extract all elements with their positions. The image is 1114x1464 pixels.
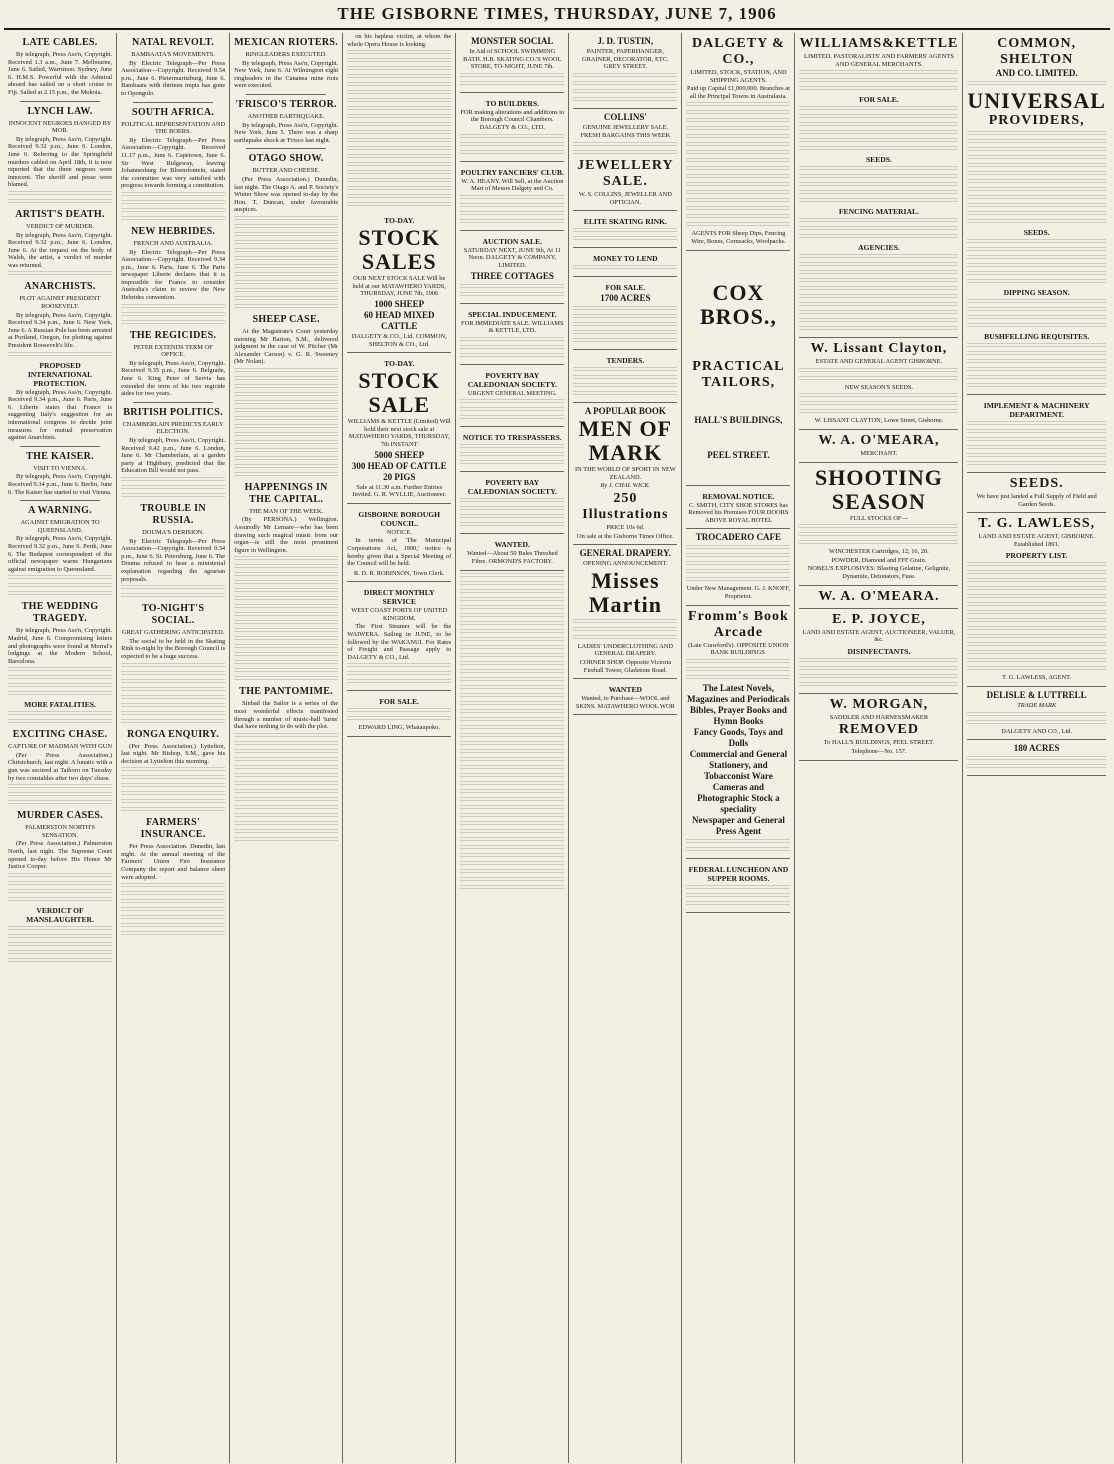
ad-text: W. LISSANT CLAYTON, Lowe Street, Gisborne. — [814, 417, 944, 425]
subheading: PETER EXTENDS TERM OF OFFICE. — [133, 343, 213, 359]
ad-text: In Aid of SCHOOL SWIMMING BATH. H.B. SKATING CO.'S WOOL STORE, TO-NIGHT, JUNE 7th. — [463, 48, 562, 71]
ad-item: 180 ACRES — [1013, 743, 1060, 754]
ad-text: (Late Crawford's). OPPOSITE UNION BANK BUILDINGS. — [688, 641, 789, 657]
ad-text: CORNER SHOP. Opposite Victoria Fireball Tower, Gladstone Road. — [579, 658, 672, 674]
ad-text: C. SMITH, CITY SHOE STORES has Removed his Premises FOUR DOORS ABOVE ROYAL HOTEL — [688, 501, 789, 524]
column-2 — [117, 33, 230, 1463]
headline: BRITISH POLITICS. — [123, 406, 223, 418]
article-text: By telegraph, Press Ass'n, Copyright. Received 9.34 p.m., June 6. Paris, June 6. Liberte states that France is suggesting Italy's suggestion for an international congress to decide joint measures for mutual preservation against Anarchists. — [8, 388, 113, 442]
headline: ARTIST'S DEATH. — [15, 208, 105, 220]
subheading: VERDICT OF MURDER. — [26, 222, 94, 230]
ad-title: TROCADERO CAFE — [695, 532, 782, 543]
ad-text: Cameras and Photographic Stock a speciality — [697, 781, 780, 814]
article-text: By telegraph, Press Ass'n, Copyright. Received 9.35 p.m., June 6. Belgrade, June 6. King Peter of Servia has extended the term of his two regicide aides for two years. — [121, 359, 226, 398]
ad-heading: POVERTY BAY CALEDONIAN SOCIETY. — [467, 478, 557, 497]
ad-text: IN THE WORLD OF SPORT IN NEW ZEALAND. — [574, 466, 676, 481]
headline: SOUTH AFRICA. — [131, 106, 215, 118]
tenders-ad — [573, 350, 677, 403]
article-text: By telegraph, Press Ass'n, Copyright. Received 9.32 p.m., June 6. London, June 6. Referring to the Springfield murders cabled on April 18th, it is now reported that the three negroes were innocent. The sheriff and posse were blamed. — [8, 135, 113, 189]
acres-ad — [967, 740, 1106, 776]
ad-text: T. G. LAWLESS, AGENT. — [1002, 674, 1072, 682]
ad-item: 1000 SHEEP — [374, 298, 425, 309]
headline: MURDER CASES. — [16, 810, 104, 822]
ad-heading: POULTRY FANCIERS' CLUB. — [460, 167, 564, 177]
headline: 'FRISCO'S TERROR. — [235, 98, 337, 110]
omeara-ad — [799, 430, 958, 463]
ad-heading: ELITE SKATING RINK. — [583, 217, 667, 227]
ad-text: The Latest Novels, Magazines and Periodicals — [687, 682, 790, 704]
ad-headline: 250 Illustrations — [582, 490, 669, 522]
ad-heading: DISINFECTANTS. — [847, 646, 911, 656]
ad-heading: BUSHFELLING REQUISITES. — [984, 332, 1090, 341]
column-7 — [682, 33, 795, 1463]
wanted-ad — [460, 534, 564, 570]
ad-title: W. A. O'MEARA, — [818, 432, 940, 448]
ad-heading: PROPERTY LIST. — [1005, 551, 1068, 561]
ad-heading: WANTED. — [494, 540, 530, 550]
ad-text: ESTATE AND GENERAL AGENT GISBORNE. — [815, 358, 943, 366]
subheading: INNOCENT NEGROES HANGED BY MOB. — [8, 119, 112, 135]
columns — [4, 33, 1110, 1463]
ad-item: 1700 ACRES — [600, 293, 651, 304]
column-8 — [795, 33, 963, 1463]
masthead — [4, 0, 1110, 30]
article-text: By Electric Telegraph—Per Press Association—Copyright. Received 9.34 p.m., June 6. St. Petersburg, June 6. The Douma refused to hear a ministerial explanation regarding the agrarian proposals. — [121, 537, 226, 583]
shipping-ad — [347, 582, 451, 691]
ad-text: WINCHESTER Cartridges, 12, 16, 20. — [829, 548, 929, 556]
ad-heading: FOR SALE. — [379, 697, 420, 707]
ad-title: T. G. LAWLESS, — [978, 516, 1096, 532]
ad-title: SEASON — [831, 488, 926, 514]
column-5 — [456, 33, 569, 1463]
ad-item: 5000 SHEEP — [374, 449, 425, 460]
ad-title: DALGETY & CO., — [691, 36, 785, 67]
subheading: CAPTURE OF MADMAN WITH GUN — [8, 743, 112, 751]
ad-text: PAINTER, PAPERHANGER, GRAINER, DECORATOR, ETC. GREY STREET. — [582, 48, 669, 71]
ad-heading: DIPPING SEASON. — [1003, 288, 1070, 297]
article-text: By telegraph, Press Ass'n, Copyright. Madrid, June 6. Compromising letters and photographs were found at Morral's lodgings at the Modern School, Barcelona. — [8, 627, 113, 665]
ad-text: PRICE 10s 6d. — [606, 523, 645, 531]
ad-headline: Misses Martin — [588, 567, 662, 617]
book-arcade-ad — [686, 606, 790, 859]
ad-heading: AUCTION SALE. — [482, 236, 543, 246]
subheading: VERDICT OF MANSLAUGHTER. — [26, 905, 94, 924]
ad-title: COX BROS., — [699, 279, 777, 329]
ad-text: LIMITED. PASTORALISTS' AND FARMERS' AGENTS AND GENERAL MERCHANTS. — [804, 53, 954, 68]
article-text: By telegraph, Press Ass'n, Copyright. Received 9.42 p.m., June 6. London, June 6. Mr Chamberlain, at a garden party at Highbury, predicted that the Education Bill would not pass. — [121, 437, 226, 475]
book-ad — [573, 403, 677, 545]
ad-title: STOCK SALE — [358, 368, 441, 418]
headline: LATE CABLES. — [22, 37, 98, 48]
society-ad — [460, 365, 564, 428]
article-text: By telegraph, Press Ass'n, Copyright. New York, June 5. There was a sharp earthquake shock at 'Frisco last night. — [234, 121, 339, 144]
masthead-title: THE GISBORNE TIMES, THURSDAY, JUNE 7, 1906 — [337, 4, 777, 23]
ad-text: GENUINE JEWELLERY SALE. — [582, 123, 669, 131]
ad-text: Fancy Goods, Toys and Dolls — [693, 726, 783, 748]
ad-heading: TO BUILDERS. — [485, 98, 540, 108]
subheading: PALMERSTON NORTH'S SENSATION. — [25, 824, 95, 839]
article-text: By telegraph, Press Ass'n, Copyright. New York, June 6. At Wilmington eight ringleaders in the Cananea mine riots were executed. — [234, 59, 339, 90]
ad-title: W. A. O'MEARA. — [818, 588, 940, 604]
subheading: CHAMBERLAIN PREDICTS EARLY ELECTION. — [122, 420, 224, 436]
ad-text: W. S. COLLINS, JEWELLER AND OPTICIAN. — [578, 190, 672, 206]
headline: A WARNING. — [28, 505, 92, 517]
ad-text: We have just landed a Full Supply of Field and Garden Seeds. — [976, 493, 1097, 508]
council-notice — [347, 504, 451, 583]
ad-headline: PRACTICAL TAILORS, — [692, 358, 785, 390]
ad-text: FOR IMMEDIATE SALE. WILLIAMS & KETTLE, LTD. — [461, 319, 564, 335]
ad-heading: FOR SALE. — [859, 95, 899, 105]
ad-text: NOTICE. — [386, 528, 412, 536]
ad-title: MONSTER SOCIAL — [471, 36, 554, 46]
ad-text: POWDER, Diamond and FFF Grain. — [831, 556, 927, 564]
ad-text: Under New Management. G. J. KNOFF, Proprietor. — [686, 585, 791, 600]
ad-heading: NOTICE TO TRESPASSERS. — [462, 433, 562, 443]
subheading: THE MAN OF THE WEEK. — [249, 507, 324, 515]
subheading: FRENCH AND AUSTRALIA. — [133, 239, 213, 247]
headline: NEW HEBRIDES. — [130, 225, 216, 237]
subheading: RINGLEADERS EXECUTED. — [245, 51, 327, 58]
column-9 — [963, 33, 1110, 1463]
ad-text: OPENING ANNOUNCEMENT. — [583, 560, 668, 568]
article-text: Sinbad the Sailor is a series of the most wonderful effects manifested through a number of music-hall 'turns' that have nothing to do with the plot. — [234, 700, 339, 731]
ad-text: SATURDAY NEXT, JUNE 9th, At 11 Noon. DALGETY & COMPANY, LIMITED. — [463, 246, 561, 269]
article-text: The social to be held in the Skating Rink to-night by the Borough Council is expected to be a huge success. — [121, 637, 226, 660]
painter-ad — [573, 33, 677, 109]
ad-title: COLLINS' — [603, 111, 647, 122]
ad-text: AGENTS FOR Sheep Dips, Fencing Wire, Bones, Cornsacks, Woolpacks. — [691, 230, 786, 245]
skating-ad — [573, 211, 677, 248]
ad-heading: TO-DAY. — [384, 359, 415, 369]
ad-heading: POVERTY BAY CALEDONIAN SOCIETY. — [467, 370, 557, 389]
ad-title: SEEDS. — [1009, 476, 1064, 491]
article-text: By telegraph, Press Ass'n, Copyright. Received 9.32 p.m., June 6. Perth, June 6. The Budapest correspondent of the official newspaper warns Hungarians against emigration to Queensland. — [8, 535, 113, 573]
article-text: By Electric Telegraph—Per Press Association—Copyright. Received 9.54 p.m., June 6. Pietermaritzburg, June 6. Bambaata with thirteen impis has gone to Opongolo. — [121, 59, 226, 97]
headline: PROPOSED INTERNATIONAL PROTECTION. — [27, 360, 93, 388]
ad-heading: FENCING MATERIAL. — [838, 207, 919, 217]
ad-text: SADDLER AND HARNESSMAKER — [829, 713, 929, 721]
ad-text: PEEL STREET. — [707, 449, 770, 460]
williams-kettle-ad — [799, 33, 958, 338]
ad-text: LIMITED, STOCK, STATION, AND SHIPPING AGENTS. — [690, 69, 787, 84]
column-3 — [230, 33, 343, 1463]
ad-text: Wanted—About 50 Bales Threshed Fibre. ORMOND'S FACTORY. — [466, 550, 558, 565]
subheading: DOUMA'S DERISION. — [142, 528, 205, 536]
auction-ad — [460, 231, 564, 304]
headline: THE PANTOMIME. — [239, 686, 334, 698]
article-text: By telegraph, Press Ass'n, Copyright. Received 9.34 p.m., June 6. Berlin, June 6. The Kaiser has started to visit Vienna. — [8, 473, 113, 496]
ad-heading: FEDERAL LUNCHEON AND SUPPER ROOMS. — [688, 864, 789, 883]
headline: FARMERS' INSURANCE. — [140, 817, 206, 841]
article-text: (By PERSONA.) Wellington. Assuredly Mr Lemare—who has been drawing such magical music from our organ—is still the most prominent figure in Wellington. — [234, 516, 339, 554]
ad-heading: SEEDS. — [865, 155, 892, 165]
delisle-ad — [967, 687, 1106, 740]
headline: RONGA ENQUIRY. — [127, 728, 219, 740]
ad-text: R. D. R. ROBINSON, Town Clerk. — [354, 569, 445, 577]
luncheon-ad — [686, 859, 790, 913]
clayton-ad — [799, 338, 958, 430]
ad-headline: REMOVED — [838, 722, 919, 738]
stock-sale-ad — [347, 353, 451, 504]
ad-text: LAND AND ESTATE AGENT, GISBORNE. Established 1891. — [978, 533, 1095, 548]
common-shelton-ad — [967, 33, 1106, 395]
ad-text: LAND AND ESTATE AGENT, AUCTIONEER, VALUER, &c. — [802, 628, 956, 644]
article-text: (Per Press Association.) Palmerston North, last night. The Supreme Court opened to-day before His Honor Mr Justice Cooper. — [8, 840, 113, 871]
ad-heading: IMPLEMENT & MACHINERY DEPARTMENT. — [983, 401, 1090, 419]
headline: THE REGICIDES. — [129, 329, 217, 341]
ad-headline: UNIVERSAL — [967, 88, 1106, 113]
ad-text: EDWARD LING, Whataupoko. — [358, 724, 440, 732]
headline: SHEEP CASE. — [252, 313, 320, 325]
joyce-ad — [799, 609, 958, 694]
ad-text: FRESH BARGAINS THIS WEEK — [580, 132, 671, 140]
headline: HAPPENINGS IN THE CAPITAL. — [244, 481, 328, 505]
social-ad — [460, 33, 564, 93]
subheading: POLITICAL REPRESENTATION AND THE BOERS. — [121, 120, 226, 136]
ad-text: Paid up Capital £1,000,000. Branches at all the Principal Towns in Australasia. — [686, 85, 790, 100]
ad-heading: AGENCIES. — [858, 243, 900, 253]
subheading: AGAINST EMIGRATION TO QUEENSLAND. — [20, 519, 100, 534]
lawless-ad — [967, 513, 1106, 687]
ad-heading: SEEDS. — [1023, 228, 1050, 237]
subheading: VISIT TO VIENNA. — [33, 464, 87, 472]
ad-title: A POPULAR BOOK — [584, 406, 666, 417]
ad-heading: GISBORNE BOROUGH COUNCIL. — [358, 509, 441, 528]
article-text: By Electric Telegraph—Per Press Association—Copyright. Received 11.17 p.m., June 6. Capetown, June 6. Sir West Ridgeway, leaving Johannesburg for Bloemfontein, stated the committee was very satisfied with progress towards forming a constitution. — [121, 136, 226, 190]
ad-heading: SPECIAL INDUCEMENT. — [468, 309, 557, 319]
stock-sale-ad — [347, 210, 451, 353]
ad-title: GENERAL DRAPERY. — [579, 548, 672, 559]
ad-text: MERCHANT. — [860, 449, 898, 457]
article-text: (Per Press Association.) Lyttelton, last night. Mr Bishop, S.M., gave his decision at Lyttelton this morning. — [121, 742, 226, 765]
ad-title: W. Lissant Clayton, — [810, 341, 948, 357]
subheading: PLOT AGAINST PRESIDENT ROOSEVELT. — [19, 295, 101, 311]
ad-text: By J. CHAL WICK. — [600, 482, 651, 490]
ad-title: Fromm's Book Arcade — [688, 608, 789, 640]
article-text: By Electric Telegraph—Per Press Association—Copyright. Received 9.34 p.m., June 6. Paris, June 6. The Paris newspaper Liberte declares that it is impossible for France to consider Australia's claim to review the New Hebrides convention. — [121, 248, 226, 302]
ad-title: DELISLE & LUTTRELL — [986, 689, 1087, 700]
ad-heading: WANTED — [608, 685, 643, 695]
dalgety-ad — [686, 33, 790, 251]
implement-ad — [967, 395, 1106, 473]
ad-headline: JEWELLERY SALE. — [577, 157, 674, 189]
ad-title: E. P. JOYCE, — [832, 611, 926, 627]
ad-text: Wanted, to Purchase—WOOL and SKINS. MATAWHERO WOOL WOR — [575, 695, 675, 710]
subheading: GREAT GATHERING ANTICIPATED. — [121, 629, 225, 637]
for-sale-ad — [573, 277, 677, 350]
subheading: ANOTHER EARTHQUAKE. — [247, 112, 325, 120]
headline: EXCITING CHASE. — [12, 729, 108, 741]
classifieds — [460, 573, 564, 891]
ad-heading: FOR SALE. — [605, 283, 646, 293]
ad-title: SHOOTING — [815, 464, 943, 490]
ad-headline: PROVIDERS, — [988, 113, 1085, 128]
ad-text: OUR NEXT STOCK SALE Will be held at our MATAWHERO YARDS, THURSDAY, JUNE 7th, 1906 — [352, 275, 446, 298]
ad-text: DALGETY AND CO., Ltd. — [1001, 727, 1073, 735]
ad-heading: TO-DAY. — [384, 216, 415, 226]
poultry-ad — [460, 162, 564, 231]
ad-text: HALL'S BUILDINGS, — [694, 414, 783, 425]
for-sale-ad — [347, 691, 451, 737]
ad-text: WILLIAMS & KETTLE (Limited) Will hold their next stock sale at MATAWHERO YARDS, THURSDAY, 7th INSTANT — [347, 418, 451, 448]
ad-text: Telephone—No. 157. — [851, 747, 907, 755]
ad-text: LADIES' UNDERCLOTHING AND GENERAL DRAPERY. — [577, 642, 673, 658]
ad-text: Commercial and General Stationery, and Tobacconist Ware — [689, 748, 788, 781]
article-text: (Per Press Association.) Christchurch, last night. A lunatic with a gun was secured at Taihoro on Tuesday by two constables after two days' chase. — [8, 751, 113, 782]
ad-heading: DIRECT MONTHLY SERVICE — [363, 588, 435, 607]
article-text: At the Magistrate's Court yesterday morning Mr Barton, S.M., delivered judgment in the case of W. Pitcher (Mr Alexander Carson) v. G. R. Sweeney (Mr Nolan). — [234, 327, 339, 366]
headline: NATAL REVOLT. — [131, 37, 215, 48]
ad-headline: MEN OF MARK — [578, 416, 673, 466]
ad-text: URGENT GENERAL MEETING. — [467, 389, 557, 397]
morgan-ad — [799, 694, 958, 761]
subheading: BUTTER AND CHEESE. — [252, 167, 320, 175]
article-text: By telegraph, Press Ass'n, Copyright. Received 9.34 p.m., June 6. New York, June 6. A Russian Pole has been arrested at Portland, Oregon, for plotting against President Roosevelt's life. — [8, 311, 113, 350]
ad-title: WILLIAMS&KETTLE — [799, 36, 959, 51]
inducement-ad — [460, 304, 564, 365]
tailors-ad — [686, 251, 790, 486]
ad-text: Sale at 11.30 a.m. Further Entries Invited. G. R. WYLLIE, Auctioneer. — [352, 483, 446, 499]
ad-text: Bibles, Prayer Books and Hymn Books — [689, 704, 787, 726]
headline: ANARCHISTS. — [24, 281, 96, 293]
headline: TROUBLE IN RUSSIA. — [140, 502, 206, 526]
ad-title: COMMON, SHELTON — [997, 36, 1077, 67]
article-text: (Per Press Association.) Dunedin, last night. The Otago A. and P. Society's Winter Show was opened to-day by the Hon. T. Duncan, under favourable auspices. — [234, 175, 339, 214]
shooting-season-ad — [799, 463, 958, 586]
column-1 — [4, 33, 117, 1463]
jewellery-ad — [573, 109, 677, 211]
ad-heading: MONEY TO LEND — [593, 254, 658, 264]
article-text: By telegraph, Press Ass'n, Copyright. Received 1.3 a.m., June 7. Melbourne, June 6. Sailed, Warrimoo. Sydney, June 6. H.M.S. Powerful with the Admiral aboard has sailed on a short cruise to Fiji. Sailed at 2.15 p.m., the Mokoia. — [8, 51, 113, 96]
ad-item: 20 PIGS — [383, 471, 416, 482]
headline: LYNCH LAW. — [27, 105, 93, 117]
headline: TO-NIGHT'S SOCIAL. — [141, 603, 205, 627]
drapery-ad — [573, 545, 677, 679]
ad-heading: TENDERS. — [606, 356, 645, 366]
headline: OTAGO SHOW. — [248, 153, 324, 165]
subheading: BAMBAATA'S MOVEMENTS. — [131, 51, 215, 58]
cafe-ad — [686, 529, 790, 605]
seeds-ad — [967, 473, 1106, 513]
article-text: Per Press Association. Dunedin, last night. At the annual meeting of the Farmers' Union Fire Insurance Company the report and balance sheet were adopted. — [121, 843, 226, 881]
column-4 — [343, 33, 456, 1463]
headline: THE KAISER. — [26, 450, 94, 462]
wanted-ad — [573, 679, 677, 715]
money-ad — [573, 248, 677, 277]
ad-title: W. MORGAN, — [829, 696, 929, 712]
article-text: on his hapless victim, at whom the whole Opera House is looking. — [347, 33, 452, 48]
ad-body: In terms of 'The Municipal Corporations Act, 1900,' notice is hereby given that a Special Meeting of the Council will be held. — [347, 537, 452, 568]
headline: THE WEDDING TRAGEDY. — [21, 601, 99, 625]
omeara-ad — [799, 586, 958, 609]
ad-text: FOR making alterations and additions to the Borough Council Chambers. DALGETY & CO., LTD. — [460, 108, 565, 131]
society-ad — [460, 472, 564, 534]
ad-text: To HALL'S BUILDINGS, PEEL STREET. — [823, 739, 935, 747]
subheading: MORE FATALITIES. — [24, 700, 96, 710]
ad-text: On sale at the Gisborne Times Office. — [577, 532, 674, 540]
ad-text: NOBEL'S EXPLOSIVES: Blasting Gelatine, Gelignite, Dynamite, Detonators, Fuse. — [807, 565, 951, 580]
ad-text: DALGETY & CO., Ltd. COMMON, SHELTON & CO., Ltd. — [351, 332, 447, 348]
ad-heading: REMOVAL NOTICE. — [702, 491, 775, 501]
ad-item: 60 HEAD MIXED CATTLE — [363, 309, 435, 331]
ad-text: FULL STOCKS OF— — [849, 514, 908, 522]
ad-body: The First Steamer will be the WAIWERA. Sailing in JUNE, to be followed by the WAKANUI. For Rates of Freight and Passage apply to DALGETY & CO., Ltd. — [347, 623, 452, 661]
ad-text: AND CO. LIMITED. — [995, 68, 1078, 78]
column-6 — [569, 33, 682, 1463]
ad-text: Newspaper and General Press Agent — [692, 814, 785, 836]
ad-text: NEW SEASON'S SEEDS. — [844, 383, 914, 391]
ad-title: STOCK SALES — [358, 225, 441, 275]
headline: MEXICAN RIOTERS. — [234, 37, 338, 48]
removal-notice — [686, 486, 790, 530]
builders-ad — [460, 93, 564, 162]
ad-text: W. A. HEANY. Will Sell, at the Auction Mart of Messrs Dalgety and Co. — [461, 177, 564, 193]
ad-text: WEST COAST PORTS OF UNITED KINGDOM. — [351, 607, 448, 622]
ad-item: THREE COTTAGES — [470, 270, 554, 281]
ad-text: TRADE MARK — [1017, 701, 1057, 709]
article-text: By telegraph, Press Ass'n, Copyright. Received 9.32 p.m., June 6. London, June 6. At the inquest on the body of Walsh, the artist, a verdict of murder was returned. — [8, 231, 113, 269]
ad-title: J. D. TUSTIN, — [597, 36, 654, 46]
trespass-notice — [460, 427, 564, 472]
ad-item: 300 HEAD OF CATTLE — [351, 460, 447, 471]
